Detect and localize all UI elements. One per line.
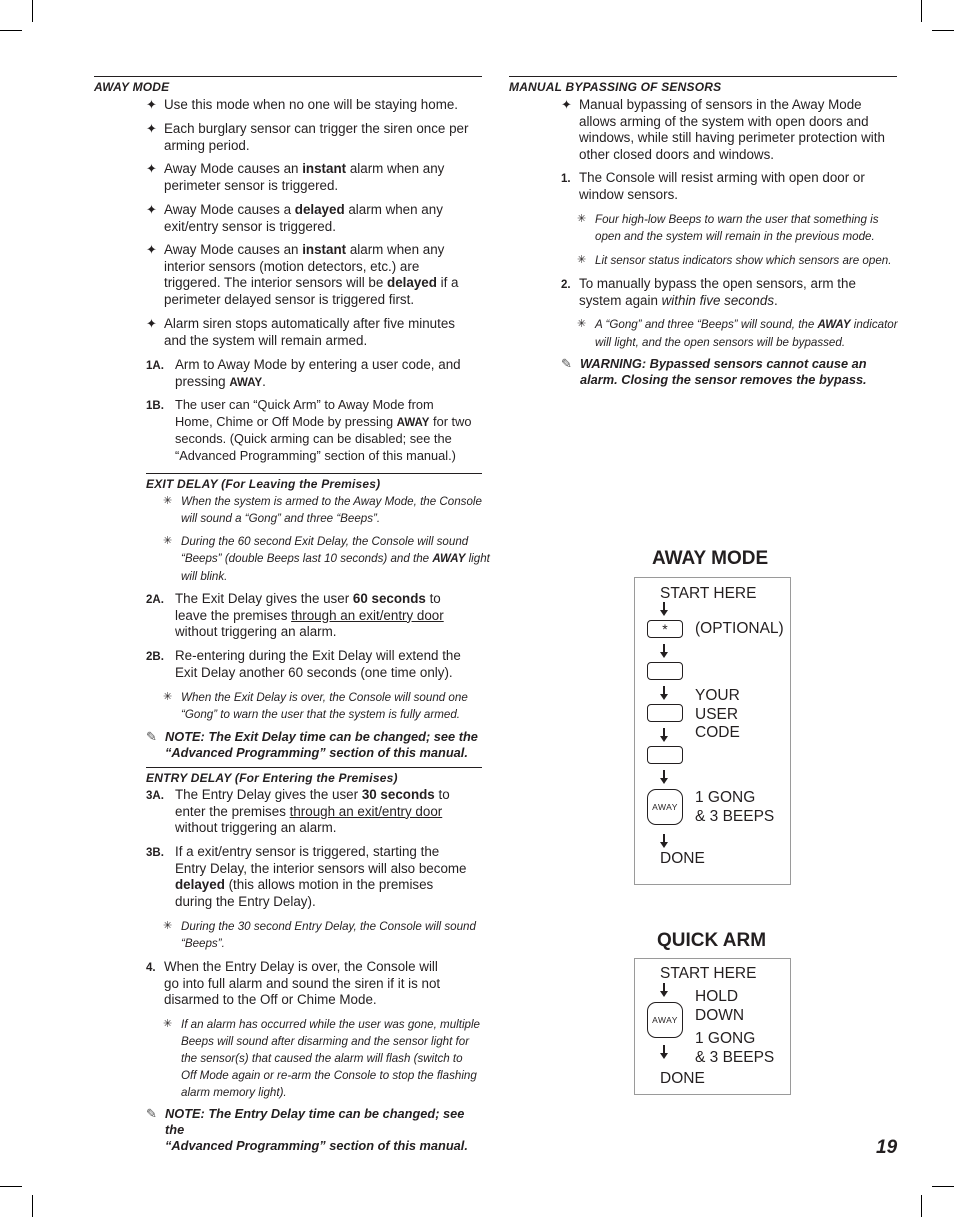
down-arrow-icon: [659, 834, 669, 848]
down-arrow-icon: [659, 983, 669, 997]
down-arrow-icon: [659, 686, 669, 700]
down-arrow-icon: [659, 644, 669, 658]
crop-mark: [32, 1195, 33, 1217]
away-mode-diagram-title: AWAY MODE: [652, 548, 769, 569]
star-key: *: [647, 620, 683, 638]
optional-label: (OPTIONAL): [695, 620, 784, 637]
crop-mark: [921, 0, 922, 22]
away-mode-heading: AWAY MODE: [94, 76, 482, 94]
asterisk-icon: ✳: [577, 254, 587, 266]
pencil-icon: ✎: [146, 729, 157, 744]
code-key: [647, 746, 683, 764]
asterisk-icon: ✳: [163, 535, 173, 547]
four-point-star-icon: ✦: [146, 202, 157, 217]
down-arrow-icon: [659, 1045, 669, 1059]
code-key: [647, 662, 683, 680]
asterisk-icon: ✳: [577, 213, 587, 225]
asterisk-icon: ✳: [163, 1018, 173, 1030]
down-arrow-icon: [659, 770, 669, 784]
page-number: 19: [876, 1137, 898, 1158]
user-code-label: YOUR USER CODE: [695, 687, 740, 741]
hold-down-label: HOLD DOWN: [695, 988, 745, 1024]
asterisk-icon: ✳: [163, 691, 173, 703]
four-point-star-icon: ✦: [561, 97, 572, 112]
result-label: 1 GONG & 3 BEEPS: [695, 789, 775, 825]
down-arrow-icon: [659, 728, 669, 742]
away-key: AWAY: [647, 789, 683, 825]
done-label: DONE: [660, 1070, 705, 1087]
asterisk-icon: ✳: [163, 495, 173, 507]
exit-delay-heading: EXIT DELAY (For Leaving the Premises): [146, 473, 482, 491]
four-point-star-icon: ✦: [146, 161, 157, 176]
start-label: START HERE: [660, 965, 757, 982]
pencil-icon: ✎: [146, 1106, 157, 1121]
four-point-star-icon: ✦: [146, 97, 157, 112]
asterisk-icon: ✳: [577, 318, 587, 330]
result-label: 1 GONG & 3 BEEPS: [695, 1030, 775, 1066]
quick-arm-diagram-title: QUICK ARM: [657, 930, 767, 951]
four-point-star-icon: ✦: [146, 121, 157, 136]
crop-mark: [921, 1195, 922, 1217]
code-key: [647, 704, 683, 722]
entry-delay-heading: ENTRY DELAY (For Entering the Premises): [146, 767, 482, 785]
crop-mark: [0, 30, 22, 31]
down-arrow-icon: [659, 602, 669, 616]
asterisk-icon: ✳: [163, 920, 173, 932]
pencil-icon: ✎: [561, 356, 572, 371]
start-label: START HERE: [660, 585, 757, 602]
crop-mark: [932, 1186, 954, 1187]
four-point-star-icon: ✦: [146, 316, 157, 331]
crop-mark: [0, 1186, 22, 1187]
manual-bypass-heading: MANUAL BYPASSING OF SENSORS: [509, 76, 897, 94]
crop-mark: [32, 0, 33, 22]
away-key: AWAY: [647, 1002, 683, 1038]
crop-mark: [932, 30, 954, 31]
done-label: DONE: [660, 850, 705, 867]
four-point-star-icon: ✦: [146, 242, 157, 257]
